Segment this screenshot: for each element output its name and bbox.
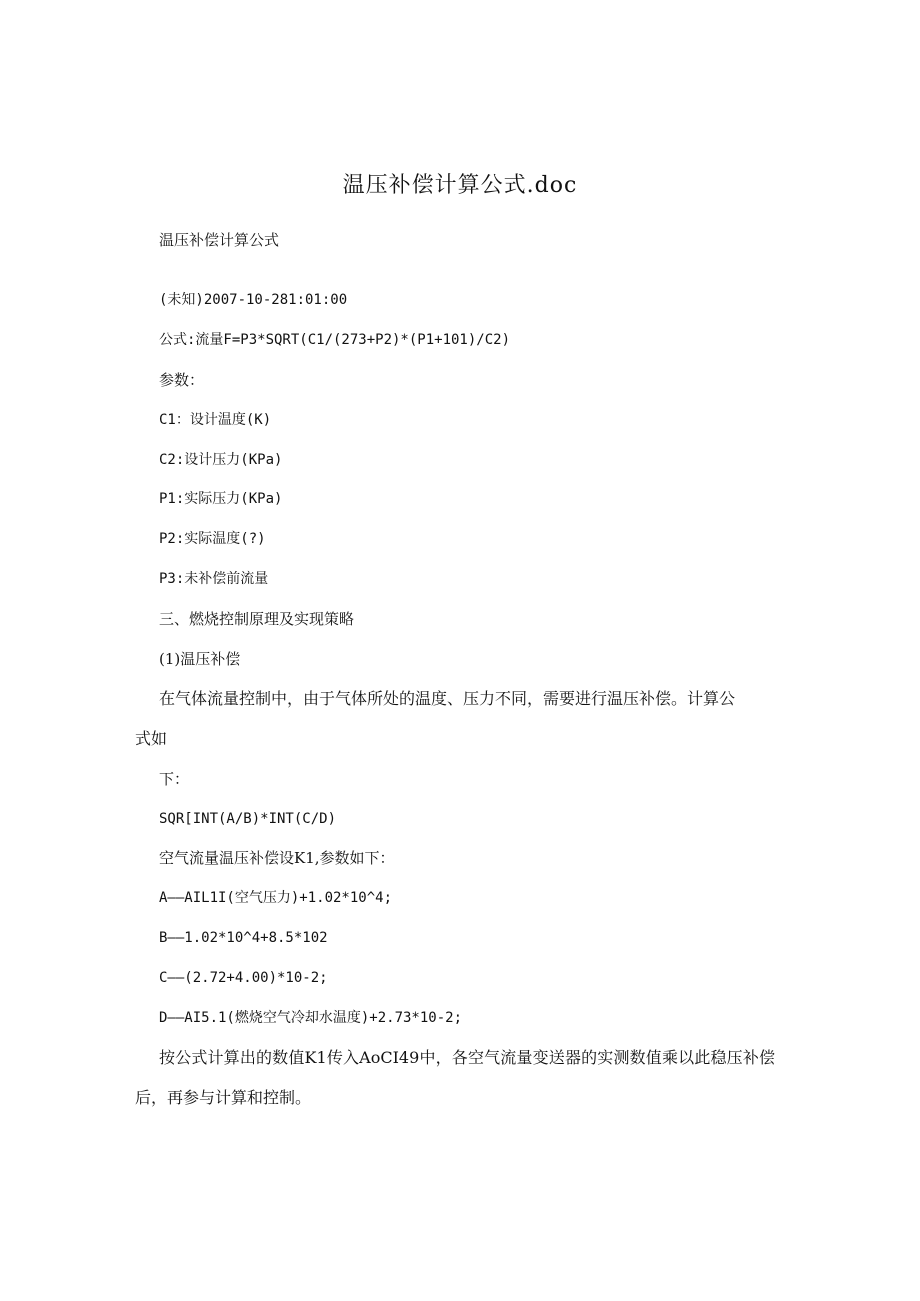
paragraph-line-1: 在气体流量控制中，由于气体所处的温度、压力不同，需要进行温压补偿。计算公 [159,689,736,708]
subtitle-text: 温压补偿计算公式 [159,231,280,249]
param-d: D——AI5.1(燃烧空气冷却水温度)+2.73*10-2; [159,1010,463,1026]
date-line: (未知)2007-10-281:01:00 [159,292,348,308]
params-heading: 参数： [159,371,205,389]
param-p2: P2:实际温度(?) [159,531,266,547]
section-heading: 三、燃烧控制原理及实现策略 [159,610,355,628]
k1-intro: 空气流量温压补偿设K1,参数如下： [159,849,395,867]
param-p3: P3:未补偿前流量 [159,571,269,587]
param-a: A——AIL1I(空气压力)+1.02*10^4; [159,890,393,906]
param-c1: C1：设计温度(K) [159,412,272,428]
document-title: 温压补偿计算公式.doc [342,173,578,198]
final-paragraph: 按公式计算出的数值K1传入AoCI49中，各空气流量变送器的实测数值乘以此稳压补偿后，再参与计算和控制。 [135,1048,775,1107]
paragraph-line-2: 式如 [135,729,168,748]
paragraph-line-3: 下： [159,770,190,788]
param-c2: C2:设计压力(KPa) [159,452,283,468]
param-b: B——1.02*10^4+8.5*102 [159,930,328,946]
param-c: C——(2.72+4.00)*10-2; [159,970,328,986]
param-p1: P1:实际压力(KPa) [159,491,283,507]
sqr-formula: SQR[INT(A/B)*INT(C/D) [159,811,337,827]
formula-line: 公式:流量F=P3*SQRT(C1/(273+P2)*(P1+101)/C2) [159,332,511,348]
subsection-heading: (1)温压补偿 [159,650,241,668]
